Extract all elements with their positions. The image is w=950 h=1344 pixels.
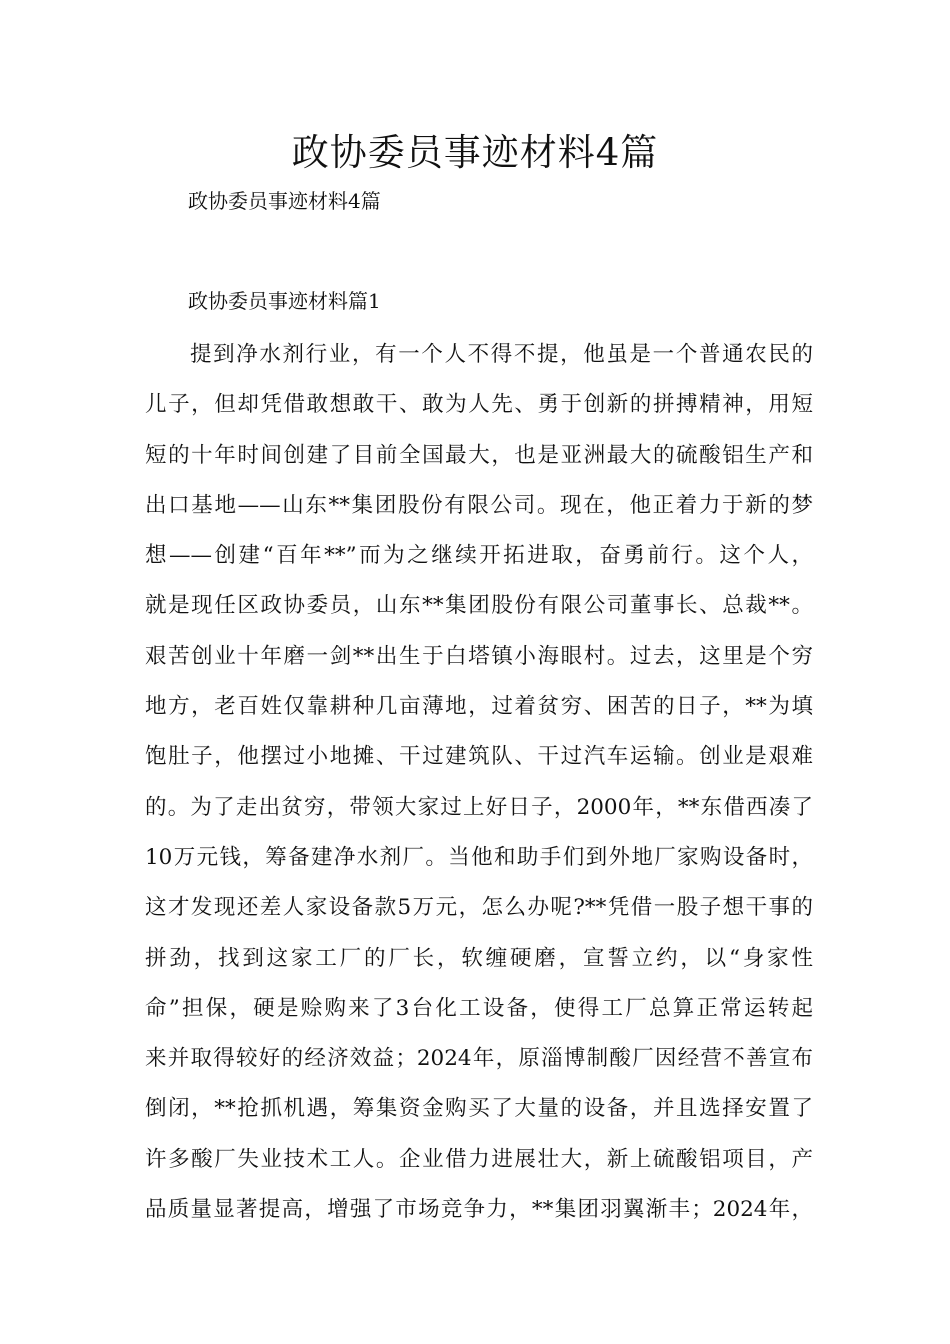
document-subtitle: 政协委员事迹材料4篇 (188, 189, 381, 213)
body-line: 艰苦创业十年磨一剑**出生于白塔镇小海眼村。过去，这里是个穷 (145, 643, 813, 669)
body-line: 命”担保，硬是赊购来了3台化工设备，使得工厂总算正常运转起 (145, 995, 813, 1021)
body-text (145, 330, 813, 1235)
body-line: 出口基地——山东**集团股份有限公司。现在，他正着力于新的梦 (145, 492, 813, 518)
section-heading: 政协委员事迹材料篇1 (188, 289, 381, 313)
body-line: 来并取得较好的经济效益；2024年，原淄博制酸厂因经营不善宣布 (145, 1046, 813, 1072)
body-line: 想——创建“百年**”而为之继续开拓进取，奋勇前行。这个人， (145, 543, 813, 569)
body-line: 10万元钱，筹备建净水剂厂。当他和助手们到外地厂家购设备时， (145, 844, 813, 870)
body-line: 许多酸厂失业技术工人。企业借力进展壮大，新上硫酸铝项目，产 (145, 1146, 813, 1172)
body-line: 提到净水剂行业，有一个人不得不提，他虽是一个普通农民的 (190, 342, 813, 367)
body-line: 短的十年时间创建了目前全国最大，也是亚洲最大的硫酸铝生产和 (145, 442, 813, 468)
body-line: 拼劲，找到这家工厂的厂长，软缠硬磨，宣誓立约，以“身家性 (145, 945, 813, 971)
body-line: 地方，老百姓仅靠耕种几亩薄地，过着贫穷、困苦的日子，**为填 (145, 694, 813, 720)
body-line: 的。为了走出贫穷，带领大家过上好日子，2000年，**东借西凑了 (145, 794, 813, 820)
body-line: 品质量显著提高，增强了市场竞争力，**集团羽翼渐丰；2024年， (145, 1197, 813, 1223)
body-line: 这才发现还差人家设备款5万元，怎么办呢?**凭借一股子想干事的 (145, 895, 813, 921)
body-line: 就是现任区政协委员，山东**集团股份有限公司董事长、总裁**。 (145, 593, 813, 619)
body-line: 儿子，但却凭借敢想敢干、敢为人先、勇于创新的拼搏精神，用短 (145, 392, 813, 418)
body-line: 倒闭，**抢抓机遇，筹集资金购买了大量的设备，并且选择安置了 (145, 1096, 813, 1122)
body-line: 饱肚子，他摆过小地摊、干过建筑队、干过汽车运输。创业是艰难 (145, 744, 813, 770)
document-title: 政协委员事迹材料4篇 (291, 131, 659, 174)
